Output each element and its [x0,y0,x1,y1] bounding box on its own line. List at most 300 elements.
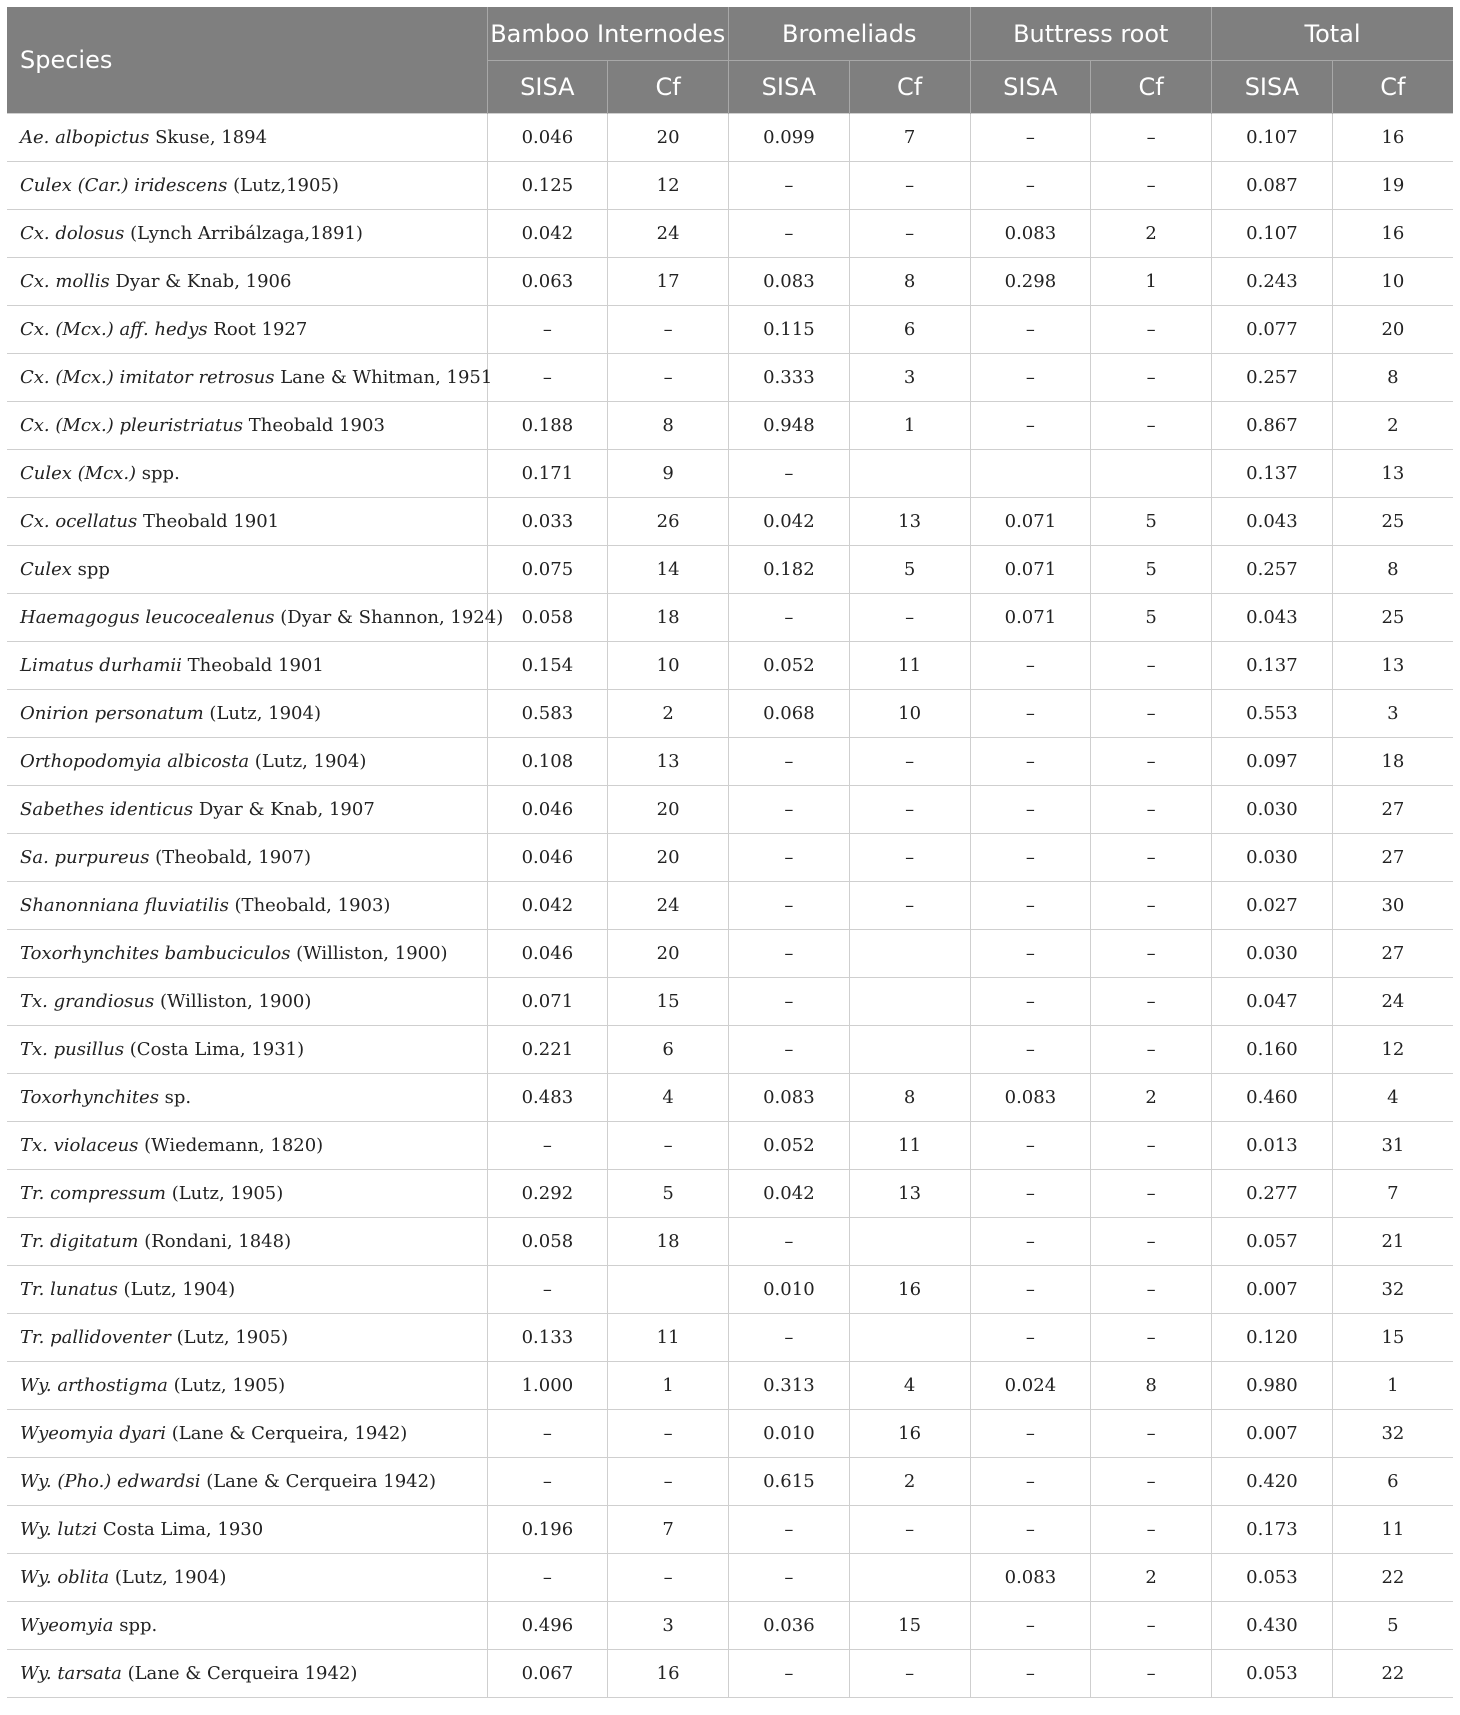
bromeliads-cf-cell: – [849,594,970,642]
buttress-cf-cell: 2 [1091,210,1212,258]
bamboo-cf-cell: 8 [608,402,729,450]
bromeliads-sisa-cell: – [729,162,850,210]
bamboo-cf-cell: 14 [608,546,729,594]
species-name-cell [7,1458,487,1506]
bromeliads-sisa-cell: 0.010 [729,1266,850,1314]
total-sisa-cell: 0.027 [1212,882,1333,930]
table-row [7,1554,1453,1602]
bamboo-sisa-cell: – [487,306,608,354]
buttress-cf-cell: – [1091,1218,1212,1266]
species-name-cell [7,642,487,690]
bromeliads-sisa-cell: 0.182 [729,546,850,594]
bamboo-sisa-cell: 0.067 [487,1650,608,1698]
buttress-cf-cell: – [1091,402,1212,450]
species-name-cell [7,258,487,306]
total-sisa-cell: 0.553 [1212,690,1333,738]
total-sisa-cell: 0.030 [1212,834,1333,882]
species-italic-name: Tx. pusillus [20,1039,125,1060]
species-italic-name: Toxorhynchites [20,1087,159,1108]
bromeliads-sisa-cell: 0.068 [729,690,850,738]
species-name-cell [7,1362,487,1410]
species-italic-name: Wy. oblita [20,1567,110,1588]
bromeliads-cf-cell [849,1314,970,1362]
table-row [7,690,1453,738]
buttress-sisa-cell: – [970,402,1091,450]
bamboo-sisa-cell: – [487,1410,608,1458]
total-cf-cell: 8 [1332,546,1453,594]
table-row [7,354,1453,402]
bromeliads-cf-cell: – [849,738,970,786]
subheader-cf: Cf [849,61,970,114]
bromeliads-cf-cell [849,978,970,1026]
buttress-cf-cell: – [1091,114,1212,162]
species-table [7,7,1453,1698]
bamboo-cf-cell: 15 [608,978,729,1026]
bamboo-cf-cell [608,1266,729,1314]
bromeliads-sisa-cell: 0.036 [729,1602,850,1650]
buttress-cf-cell: – [1091,1602,1212,1650]
buttress-cf-cell: – [1091,1314,1212,1362]
bromeliads-sisa-cell: 0.042 [729,498,850,546]
bromeliads-sisa-cell: – [729,738,850,786]
total-sisa-cell: 0.030 [1212,930,1333,978]
bamboo-sisa-cell: – [487,1122,608,1170]
total-cf-cell: 27 [1332,834,1453,882]
buttress-sisa-cell: – [970,1266,1091,1314]
species-italic-name: Cx. mollis [20,271,110,292]
total-cf-cell: 30 [1332,882,1453,930]
total-sisa-cell: 0.460 [1212,1074,1333,1122]
total-cf-cell: 25 [1332,498,1453,546]
bamboo-cf-cell: 17 [608,258,729,306]
species-name-cell [7,354,493,402]
buttress-cf-cell: – [1091,690,1212,738]
species-name-cell [7,1506,487,1554]
species-authority: (Williston, 1900) [154,991,312,1012]
total-cf-cell: 11 [1332,1506,1453,1554]
species-authority: (Lutz,1905) [227,175,339,196]
buttress-cf-cell: – [1091,882,1212,930]
bromeliads-sisa-cell: – [729,210,850,258]
buttress-cf-cell: – [1091,162,1212,210]
species-italic-name: Tr. lunatus [20,1279,118,1300]
total-cf-cell: 22 [1332,1650,1453,1698]
subheader-cf: Cf [608,61,729,114]
table-row [7,1410,1453,1458]
buttress-sisa-cell: – [970,882,1091,930]
bamboo-sisa-cell: 0.292 [487,1170,608,1218]
bromeliads-sisa-cell: 0.333 [729,354,850,402]
bromeliads-cf-cell: – [849,1506,970,1554]
species-italic-name: Limatus durhamii [20,655,182,676]
buttress-sisa-cell: – [970,114,1091,162]
buttress-sisa-cell: 0.298 [970,258,1091,306]
species-name-cell [7,1266,487,1314]
species-name-cell [7,1026,487,1074]
buttress-sisa-cell: – [970,1506,1091,1554]
bamboo-cf-cell: 5 [608,1170,729,1218]
species-name-cell [7,930,487,978]
bromeliads-sisa-cell: – [729,594,850,642]
total-cf-cell: 24 [1332,978,1453,1026]
buttress-cf-cell: – [1091,834,1212,882]
bamboo-cf-cell: 7 [608,1506,729,1554]
bamboo-cf-cell: 4 [608,1074,729,1122]
bromeliads-cf-cell: 1 [849,402,970,450]
total-sisa-cell: 0.107 [1212,114,1333,162]
species-italic-name: Wy. lutzi [20,1519,98,1540]
table-row [7,834,1453,882]
bromeliads-cf-cell: 2 [849,1458,970,1506]
total-sisa-cell: 0.420 [1212,1458,1333,1506]
buttress-cf-cell: – [1091,306,1212,354]
buttress-sisa-cell: – [970,690,1091,738]
species-italic-name: Tx. violaceus [20,1135,139,1156]
table-row [7,162,1453,210]
buttress-cf-cell: – [1091,786,1212,834]
species-name-cell [7,210,487,258]
buttress-cf-cell: – [1091,1026,1212,1074]
bromeliads-sisa-cell: 0.052 [729,642,850,690]
species-name-cell [7,786,487,834]
bamboo-sisa-cell: 0.042 [487,882,608,930]
species-name-cell [7,498,487,546]
bamboo-sisa-cell: – [487,1266,608,1314]
species-italic-name: Tx. grandiosus [20,991,155,1012]
bamboo-sisa-cell: 0.063 [487,258,608,306]
bamboo-sisa-cell: 0.033 [487,498,608,546]
total-sisa-cell: 0.077 [1212,306,1333,354]
species-header: Species [7,7,487,114]
species-authority: (Lutz, 1904) [117,1279,236,1300]
total-sisa-cell: 0.043 [1212,498,1333,546]
total-cf-cell: 12 [1332,1026,1453,1074]
species-name-cell [7,1650,487,1698]
bamboo-cf-cell: 24 [608,882,729,930]
total-cf-cell: 27 [1332,786,1453,834]
bromeliads-cf-cell: 11 [849,1122,970,1170]
bamboo-cf-cell: – [608,1458,729,1506]
total-sisa-cell: 0.137 [1212,642,1333,690]
species-authority: (Lutz, 1905) [165,1183,284,1204]
total-sisa-cell: 0.430 [1212,1602,1333,1650]
buttress-cf-cell: – [1091,1410,1212,1458]
buttress-sisa-cell: 0.024 [970,1362,1091,1410]
total-sisa-cell: 0.980 [1212,1362,1333,1410]
species-name-cell [7,1554,487,1602]
species-italic-name: Wyeomyia [20,1615,114,1636]
buttress-sisa-cell: 0.083 [970,1074,1091,1122]
bamboo-sisa-cell: 0.196 [487,1506,608,1554]
bromeliads-sisa-cell: – [729,1650,850,1698]
bamboo-cf-cell: – [608,1410,729,1458]
bromeliads-sisa-cell: – [729,1506,850,1554]
total-sisa-cell: 0.053 [1212,1650,1333,1698]
bamboo-cf-cell: 10 [608,642,729,690]
bamboo-cf-cell: – [608,1554,729,1602]
bamboo-sisa-cell: – [487,354,608,402]
species-authority: (Williston, 1900) [290,943,448,964]
buttress-sisa-cell: – [970,1218,1091,1266]
species-italic-name: Cx. (Mcx.) aff. hedys [20,319,208,340]
species-italic-name: Culex (Car.) iridescens [20,175,228,196]
species-italic-name: Tr. pallidoventer [20,1327,171,1348]
bromeliads-sisa-cell: – [729,786,850,834]
species-authority: Skuse, 1894 [149,127,268,148]
bamboo-cf-cell: 6 [608,1026,729,1074]
buttress-cf-cell: – [1091,978,1212,1026]
table-row [7,1122,1453,1170]
buttress-sisa-cell: – [970,978,1091,1026]
species-italic-name: Wy. (Pho.) edwardsi [20,1471,201,1492]
bromeliads-sisa-cell: 0.083 [729,258,850,306]
species-authority: spp. [113,1615,158,1636]
table-row [7,1170,1453,1218]
buttress-sisa-cell: – [970,834,1091,882]
bamboo-cf-cell: – [608,306,729,354]
bromeliads-sisa-cell: 0.042 [729,1170,850,1218]
group-header-buttress-root: Buttress root [970,7,1212,61]
species-authority: (Lynch Arribálzaga,1891) [124,223,363,244]
total-cf-cell: 8 [1332,354,1453,402]
bamboo-sisa-cell: 0.171 [487,450,608,498]
species-italic-name: Cx. (Mcx.) pleuristriatus [20,415,244,436]
buttress-sisa-cell: – [970,930,1091,978]
bromeliads-cf-cell: 7 [849,114,970,162]
bamboo-sisa-cell: 0.046 [487,834,608,882]
species-italic-name: Tr. digitatum [20,1231,139,1252]
table-row [7,978,1453,1026]
bamboo-sisa-cell: 0.188 [487,402,608,450]
buttress-cf-cell: – [1091,1266,1212,1314]
species-authority: (Costa Lima, 1931) [124,1039,305,1060]
species-italic-name: Sabethes identicus [20,799,194,820]
bamboo-cf-cell: 9 [608,450,729,498]
buttress-sisa-cell: – [970,1170,1091,1218]
total-cf-cell: 19 [1332,162,1453,210]
buttress-sisa-cell: 0.071 [970,594,1091,642]
bamboo-sisa-cell: 0.046 [487,930,608,978]
total-cf-cell: 3 [1332,690,1453,738]
table-row [7,1362,1453,1410]
species-authority: Costa Lima, 1930 [97,1519,264,1540]
species-authority: (Rondani, 1848) [138,1231,292,1252]
buttress-sisa-cell: – [970,1602,1091,1650]
total-sisa-cell: 0.107 [1212,210,1333,258]
species-italic-name: Toxorhynchites bambuciculos [20,943,291,964]
subheader-sisa: SISA [970,61,1091,114]
bromeliads-cf-cell [849,1554,970,1602]
buttress-cf-cell: – [1091,642,1212,690]
species-italic-name: Culex [20,559,72,580]
buttress-cf-cell: 5 [1091,594,1212,642]
bromeliads-sisa-cell: – [729,978,850,1026]
buttress-sisa-cell: 0.071 [970,546,1091,594]
species-name-cell [7,306,487,354]
buttress-sisa-cell: 0.083 [970,1554,1091,1602]
total-cf-cell: 13 [1332,450,1453,498]
bamboo-cf-cell: 3 [608,1602,729,1650]
bamboo-sisa-cell: 0.221 [487,1026,608,1074]
bromeliads-cf-cell: 3 [849,354,970,402]
buttress-cf-cell: – [1091,354,1212,402]
total-sisa-cell: 0.173 [1212,1506,1333,1554]
total-cf-cell: 7 [1332,1170,1453,1218]
species-italic-name: Cx. (Mcx.) imitator retrosus [20,367,275,388]
bamboo-cf-cell: 18 [608,1218,729,1266]
species-name-cell [7,402,487,450]
total-sisa-cell: 0.013 [1212,1122,1333,1170]
species-name-cell [7,546,487,594]
table-row [7,930,1453,978]
species-name-cell [7,1074,487,1122]
bromeliads-cf-cell: – [849,210,970,258]
species-name-cell [7,978,487,1026]
species-italic-name: Culex (Mcx.) [20,463,137,484]
buttress-cf-cell: 2 [1091,1554,1212,1602]
group-header-total: Total [1212,7,1454,61]
species-authority: spp [71,559,110,580]
subheader-sisa: SISA [729,61,850,114]
table-row [7,402,1453,450]
table-row [7,882,1453,930]
buttress-sisa-cell: – [970,642,1091,690]
group-header-bromeliads: Bromeliads [729,7,971,61]
bromeliads-sisa-cell: – [729,1218,850,1266]
table-row [7,1506,1453,1554]
table-row [7,450,1453,498]
buttress-sisa-cell: – [970,786,1091,834]
species-italic-name: Tr. compressum [20,1183,166,1204]
buttress-sisa-cell: – [970,162,1091,210]
bromeliads-sisa-cell: – [729,450,850,498]
table-row [7,1218,1453,1266]
total-cf-cell: 10 [1332,258,1453,306]
buttress-sisa-cell: – [970,738,1091,786]
bamboo-cf-cell: – [608,354,729,402]
bromeliads-cf-cell: 5 [849,546,970,594]
total-sisa-cell: 0.867 [1212,402,1333,450]
bamboo-sisa-cell: 0.071 [487,978,608,1026]
species-authority: (Lutz, 1905) [167,1375,286,1396]
table-row [7,258,1453,306]
buttress-sisa-cell: – [970,1458,1091,1506]
species-authority: (Lane & Cerqueira, 1942) [166,1423,408,1444]
table-row [7,594,1453,642]
bromeliads-sisa-cell: – [729,930,850,978]
buttress-cf-cell: 5 [1091,498,1212,546]
bamboo-sisa-cell: 0.058 [487,1218,608,1266]
bamboo-cf-cell: – [608,1122,729,1170]
buttress-cf-cell: 2 [1091,1074,1212,1122]
species-name-cell [7,1122,487,1170]
species-authority: (Lutz, 1905) [170,1327,289,1348]
total-cf-cell: 31 [1332,1122,1453,1170]
table-row [7,1602,1453,1650]
bromeliads-cf-cell: 6 [849,306,970,354]
table-row [7,1074,1453,1122]
table-body [7,114,1453,1698]
bamboo-sisa-cell: 0.058 [487,594,608,642]
buttress-sisa-cell: – [970,306,1091,354]
bamboo-cf-cell: 26 [608,498,729,546]
species-italic-name: Wy. tarsata [20,1663,122,1684]
species-italic-name: Cx. ocellatus [20,511,138,532]
table-row [7,1266,1453,1314]
bromeliads-cf-cell: – [849,1650,970,1698]
bromeliads-sisa-cell: 0.115 [729,306,850,354]
species-name-cell [7,1314,487,1362]
bromeliads-cf-cell: 10 [849,690,970,738]
bamboo-sisa-cell: 0.042 [487,210,608,258]
bromeliads-cf-cell: 13 [849,498,970,546]
total-cf-cell: 15 [1332,1314,1453,1362]
bromeliads-cf-cell: 4 [849,1362,970,1410]
total-sisa-cell: 0.053 [1212,1554,1333,1602]
table-header [7,7,1453,114]
bamboo-cf-cell: 1 [608,1362,729,1410]
bromeliads-cf-cell: – [849,882,970,930]
species-authority: (Lane & Cerqueira 1942) [200,1471,437,1492]
bamboo-sisa-cell: – [487,1554,608,1602]
buttress-cf-cell: 1 [1091,258,1212,306]
total-cf-cell: 4 [1332,1074,1453,1122]
total-cf-cell: 27 [1332,930,1453,978]
species-name-cell [7,162,487,210]
species-authority: Dyar & Knab, 1906 [109,271,292,292]
species-italic-name: Sa. purpureus [20,847,150,868]
table-row [7,738,1453,786]
bromeliads-cf-cell [849,1026,970,1074]
bamboo-cf-cell: 20 [608,834,729,882]
bamboo-sisa-cell: 0.133 [487,1314,608,1362]
buttress-cf-cell: 8 [1091,1362,1212,1410]
bamboo-cf-cell: 20 [608,114,729,162]
bamboo-sisa-cell: 0.154 [487,642,608,690]
species-authority: Theobald 1901 [181,655,324,676]
bromeliads-cf-cell: – [849,834,970,882]
group-header-bamboo: Bamboo Internodes [487,7,729,61]
bamboo-cf-cell: 2 [608,690,729,738]
total-sisa-cell: 0.257 [1212,546,1333,594]
bromeliads-cf-cell [849,930,970,978]
bamboo-cf-cell: 12 [608,162,729,210]
species-name-cell [7,690,487,738]
buttress-sisa-cell: 0.071 [970,498,1091,546]
total-cf-cell: 16 [1332,210,1453,258]
buttress-sisa-cell [970,450,1091,498]
total-sisa-cell: 0.007 [1212,1410,1333,1458]
bromeliads-cf-cell: 8 [849,1074,970,1122]
bromeliads-sisa-cell: – [729,1314,850,1362]
bamboo-sisa-cell: 0.483 [487,1074,608,1122]
bromeliads-cf-cell: 16 [849,1266,970,1314]
species-italic-name: Haemagogus leucocealenus [20,607,275,628]
bamboo-sisa-cell: 0.075 [487,546,608,594]
bromeliads-sisa-cell: 0.313 [729,1362,850,1410]
buttress-cf-cell: – [1091,1506,1212,1554]
buttress-cf-cell: – [1091,1458,1212,1506]
total-sisa-cell: 0.043 [1212,594,1333,642]
bromeliads-sisa-cell: – [729,882,850,930]
species-authority: Lane & Whitman, 1951 [274,367,493,388]
total-sisa-cell: 0.243 [1212,258,1333,306]
total-cf-cell: 6 [1332,1458,1453,1506]
total-sisa-cell: 0.007 [1212,1266,1333,1314]
bamboo-sisa-cell: 0.046 [487,786,608,834]
table-row [7,786,1453,834]
species-name-cell [7,1218,487,1266]
